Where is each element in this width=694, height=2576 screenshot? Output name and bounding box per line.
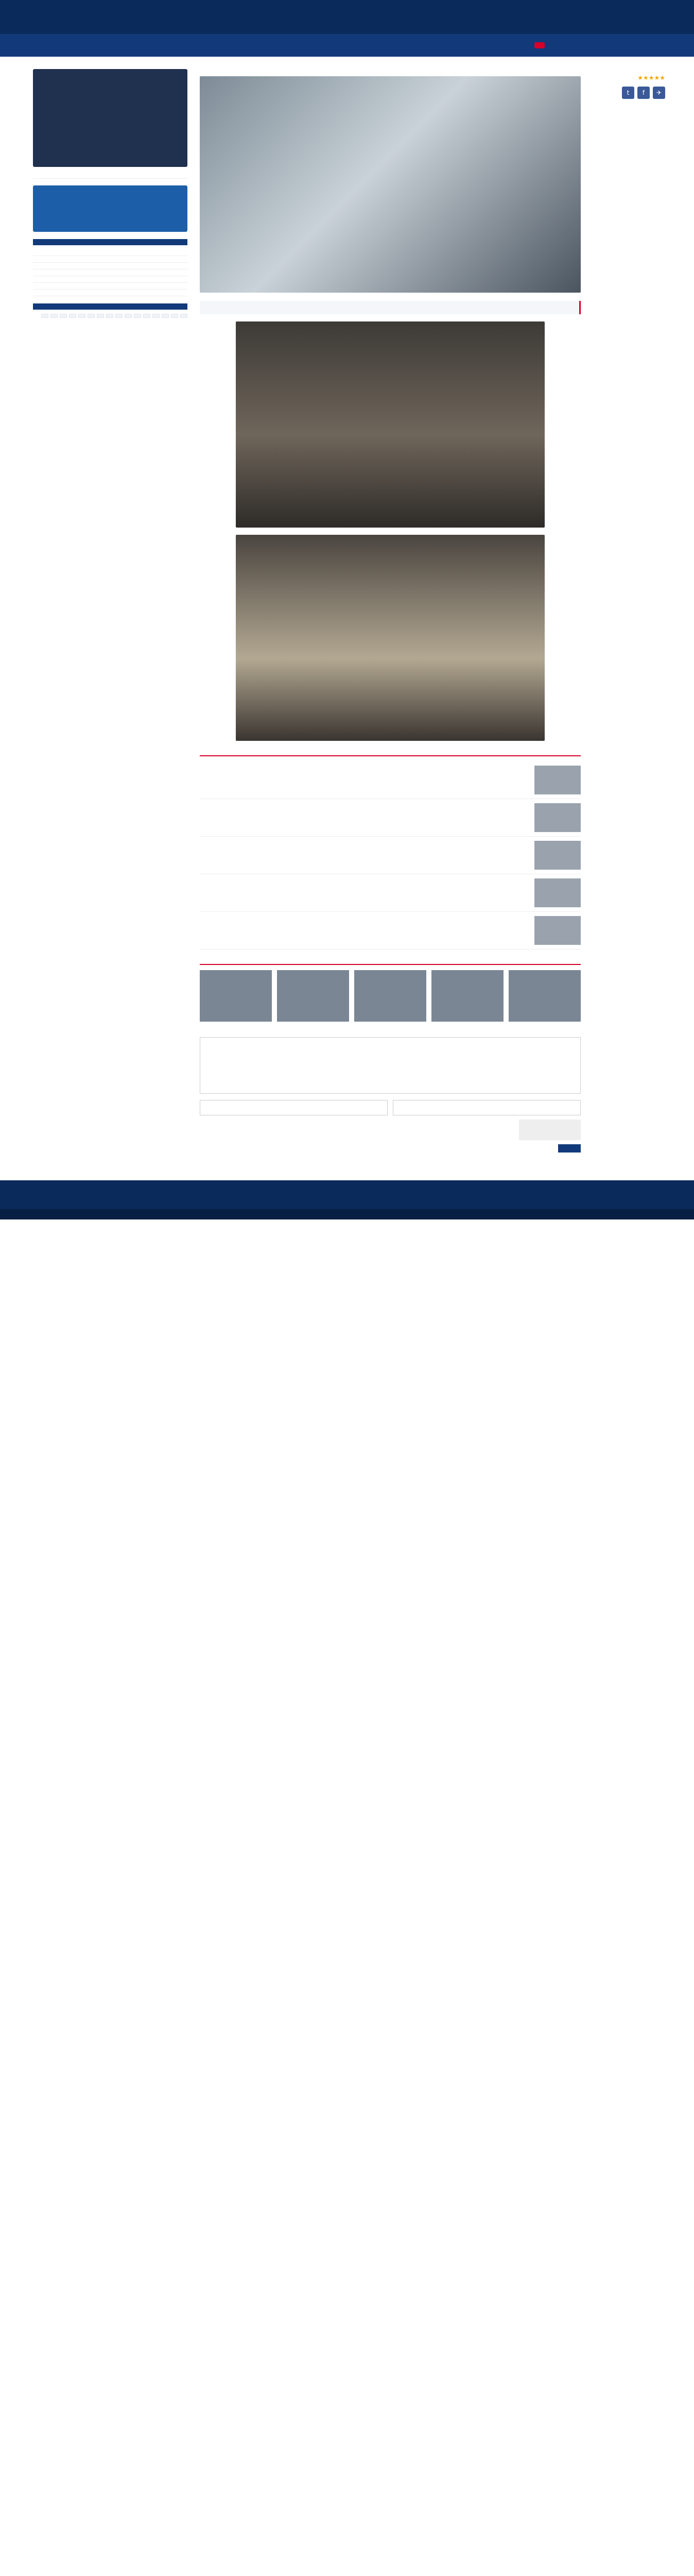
tag-item[interactable] [41,314,48,318]
related-item[interactable] [200,874,581,912]
nav-item[interactable] [601,42,612,48]
tag-item[interactable] [88,314,95,318]
latest-item[interactable] [33,256,187,263]
read-more-box [200,301,581,314]
related-thumb [534,916,581,945]
card-thumb [431,970,504,1022]
ad-banner[interactable] [33,69,187,167]
card-thumb [509,970,581,1022]
nav-item[interactable] [575,42,585,48]
main-nav [0,34,694,57]
comment-form [200,1037,581,1153]
tag-item[interactable] [78,314,85,318]
news-card[interactable] [509,970,581,1025]
card-thumb [354,970,426,1022]
tags-heading [33,303,187,310]
latest-item[interactable] [33,276,187,283]
article-column [200,69,581,1153]
card-thumb [277,970,349,1022]
nav-item[interactable] [628,42,638,48]
ad-title[interactable] [33,172,187,179]
site-header [0,0,694,34]
name-field[interactable] [393,1100,581,1115]
news-card[interactable] [354,970,426,1025]
tag-item[interactable] [143,314,150,318]
share-bar [593,87,665,99]
tag-item[interactable] [50,314,58,318]
tag-item[interactable] [171,314,178,318]
related-heading [200,753,581,756]
captcha-image [519,1120,581,1140]
nav-item[interactable] [561,42,571,48]
nav-item[interactable] [534,42,545,48]
related-item[interactable] [200,761,581,799]
article-photo-2 [236,535,545,741]
telegram-icon[interactable]: ✈ [653,87,665,99]
latest-item[interactable] [33,249,187,256]
related-item[interactable] [200,799,581,837]
hero-image [200,76,581,293]
article-meta [593,69,665,1153]
nav-item[interactable] [655,42,665,48]
facebook-icon[interactable]: f [637,87,650,99]
tag-item[interactable] [97,314,104,318]
latest-heading [33,239,187,245]
related-item[interactable] [200,837,581,874]
related-thumb [534,878,581,907]
tag-item[interactable] [125,314,132,318]
nav-item[interactable] [588,42,598,48]
card-thumb [200,970,272,1022]
latest-item[interactable] [33,269,187,276]
news-card[interactable] [431,970,504,1025]
nav-item[interactable] [521,42,531,48]
tag-item[interactable] [162,314,169,318]
submit-button[interactable] [558,1144,581,1153]
related-item[interactable] [200,912,581,950]
sidebar [33,69,187,1153]
tag-item[interactable] [152,314,160,318]
nav-item[interactable] [548,42,558,48]
comment-textarea[interactable] [200,1037,581,1094]
news-card[interactable] [277,970,349,1025]
copyright [0,1209,694,1219]
site-footer [0,1180,694,1209]
nav-item[interactable] [641,42,652,48]
latest-item[interactable] [33,283,187,290]
email-field[interactable] [200,1100,388,1115]
nav-item[interactable] [508,42,518,48]
tag-item[interactable] [180,314,187,318]
tag-item[interactable] [69,314,76,318]
rating-stars[interactable]: ★★★★★ [637,74,665,81]
ad-caption [33,179,187,185]
tag-item[interactable] [134,314,141,318]
latest-item[interactable] [33,263,187,269]
related-thumb [534,841,581,870]
tag-item[interactable] [115,314,123,318]
article-photo-1 [236,321,545,528]
twitter-icon[interactable]: t [622,87,634,99]
related-thumb [534,766,581,794]
tag-item[interactable] [106,314,113,318]
cards-heading [200,962,581,965]
related-thumb [534,803,581,832]
phone-banner[interactable] [33,185,187,232]
tag-item[interactable] [60,314,67,318]
nav-item[interactable] [615,42,625,48]
news-card[interactable] [200,970,272,1025]
latest-item[interactable] [33,290,187,296]
